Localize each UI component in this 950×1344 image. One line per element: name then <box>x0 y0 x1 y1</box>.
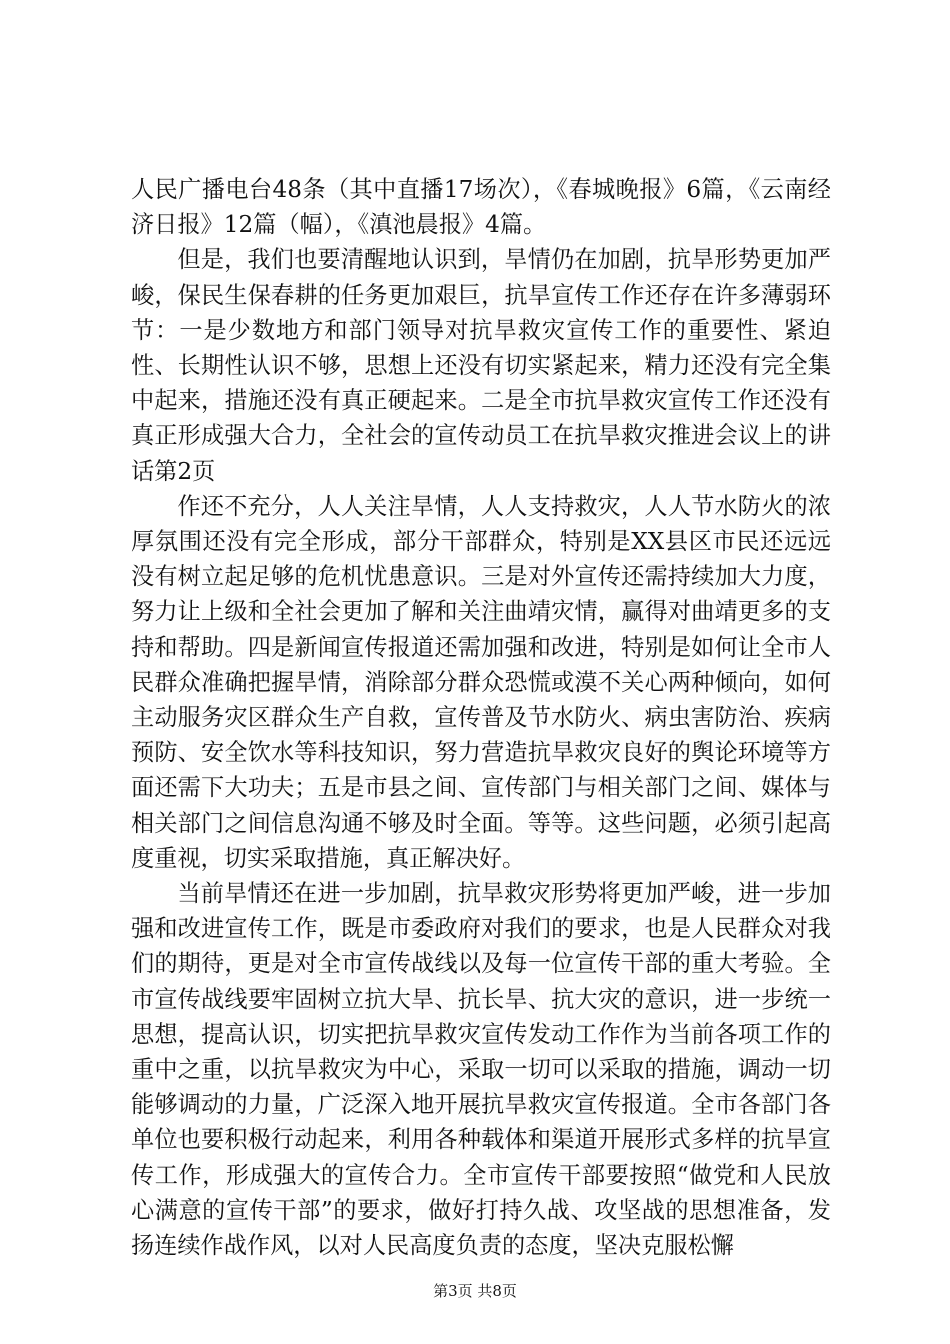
paragraph-issues-list: 作还不充分，人人关注旱情，人人支持救灾，人人节水防火的浓厚氛围还没有完全形成，部分干部群众，特别是XX县区市民还远远没有树立起足够的危机忧患意识。三是对外宣传还需持续加大力度，努力让上级和全社会更加了解和关注曲靖灾情，赢得对曲靖更多的支持和帮助。四是新闻宣传报道还需加强和改进，特别是如何让全市人民群众准确把握旱情，消除部分群众恐慌或漠不关心两种倾向，如何主动服务灾区群众生产自救，宣传普及节水防火、病虫害防治、疾病预防、安全饮水等科技知识，努力营造抗旱救灾良好的舆论环境等方面还需下大功夫；五是市县之间、宣传部门与相关部门之间、媒体与相关部门之间信息沟通不够及时全面。等等。这些问题，必须引起高度重视，切实采取措施，真正解决好。 <box>131 492 831 872</box>
paragraph-weaknesses: 但是，我们也要清醒地认识到，旱情仍在加剧，抗旱形势更加严峻，保民生保春耕的任务更加艰巨，抗旱宣传工作还存在许多薄弱环节：一是少数地方和部门领导对抗旱救灾宣传工作的重要性、紧迫性、长期性认识不够，思想上还没有切实紧起来，精力还没有完全集中起来，措施还没有真正硬起来。二是全市抗旱救灾宣传工作还没有真正形成强大合力，全社会的宣传动员工在抗旱救灾推进会议上的讲话第2页 <box>131 246 831 485</box>
paragraph-continuation: 人民广播电台48条（其中直播17场次），《春城晚报》6篇，《云南经济日报》12篇（幅），《滇池晨报》4篇。 <box>131 176 831 239</box>
document-body <box>131 172 831 1263</box>
page-footer <box>0 1281 950 1301</box>
page-number-label: 第3页 共8页 <box>433 1282 517 1300</box>
paragraph-requirements: 当前旱情还在进一步加剧，抗旱救灾形势将更加严峻，进一步加强和改进宣传工作，既是市委政府对我们的要求，也是人民群众对我们的期待，更是对全市宣传战线以及每一位宣传干部的重大考验。全市宣传战线要牢固树立抗大旱、抗长旱、抗大灾的意识，进一步统一思想，提高认识，切实把抗旱救灾宣传发动工作作为当前各项工作的重中之重，以抗旱救灾为中心，采取一切可以采取的措施，调动一切能够调动的力量，广泛深入地开展抗旱救灾宣传报道。全市各部门各单位也要积极行动起来，利用各种载体和渠道开展形式多样的抗旱宣传工作，形成强大的宣传合力。全市宣传干部要按照“做党和人民放心满意的宣传干部”的要求，做好打持久战、攻坚战的思想准备，发扬连续作战作风，以对人民高度负责的态度，坚决克服松懈 <box>131 880 831 1260</box>
